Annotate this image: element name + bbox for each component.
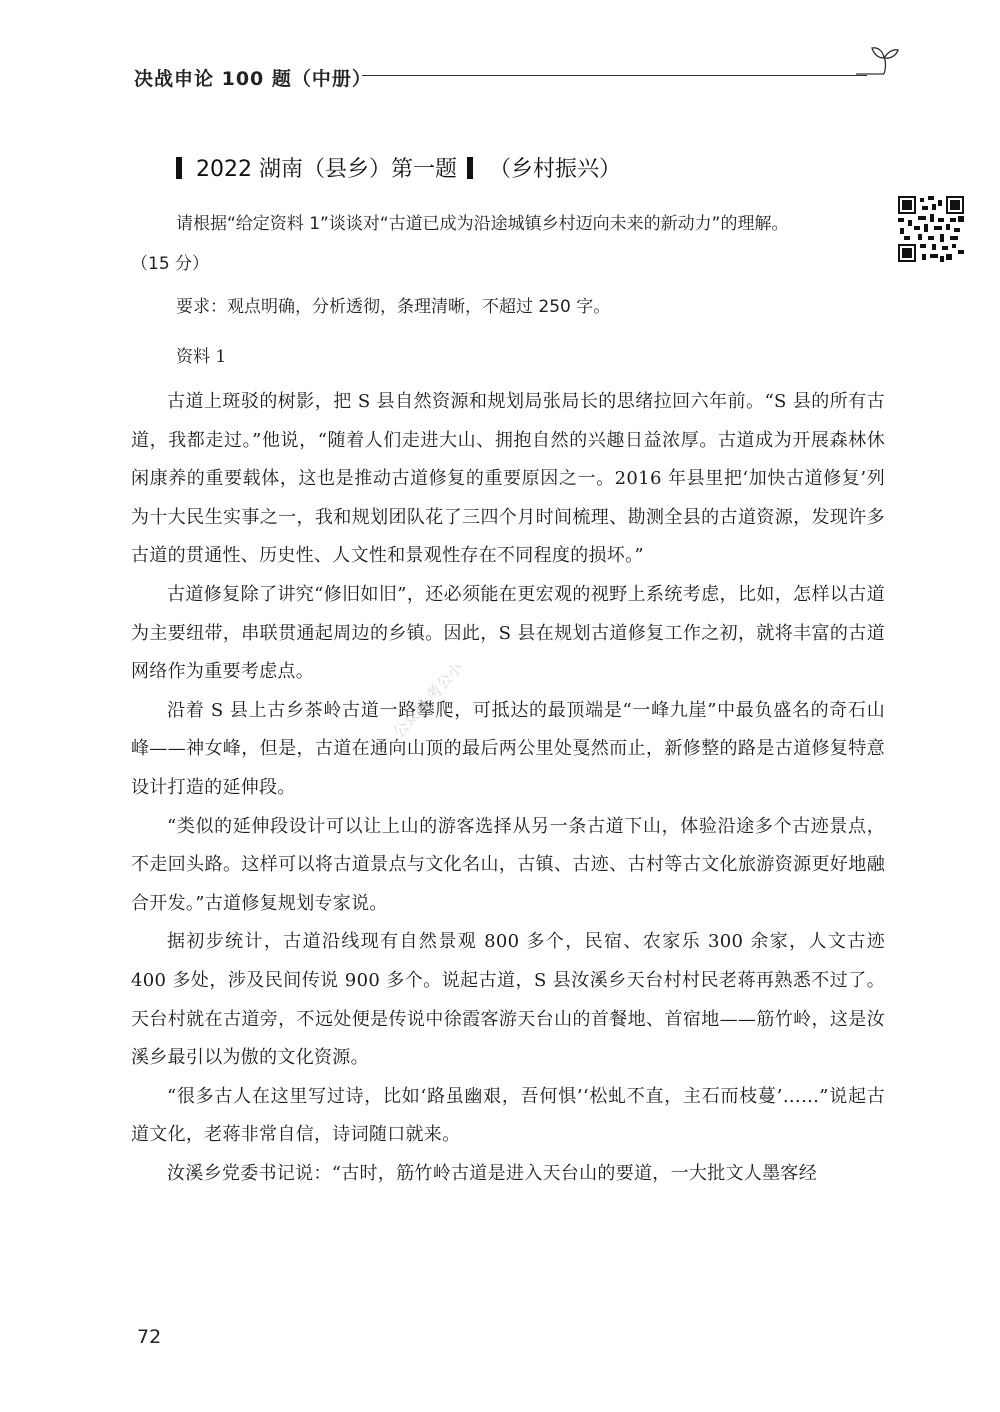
book-title: 决战申论 100 题（中册） (134, 68, 372, 90)
paragraph: 沿着 S 县上古乡茶岭古道一路攀爬，可抵达的最顶端是“一峰九崖”中最负盛名的奇石山峰——神女峰，但是，古道在通向山顶的最后两公里处戛然而止，新修整的路是古道修复特意设计打造的延伸段。 (131, 699, 885, 798)
paragraph: 古道修复除了讲究“修旧如旧”，还必须能在更宏观的视野上系统考虑，比如，怎样以古道为主要纽带，串联贯通起周边的乡镇。因此，S 县在规划古道修复工作之初，就将丰富的古道网络作为重要考虑点。 (131, 583, 885, 683)
question-requirement: 要求：观点明确，分析透彻，条理清晰，不超过 250 字。 (176, 297, 611, 317)
running-header (134, 64, 894, 94)
paragraph: 据初步统计，古道沿线现有自然景观 800 多个，民宿、农家乐 300 余家，人文古迹 400 多处，涉及民间传说 900 多个。说起古道，S 县汝溪乡天台村村民老蒋再熟悉不过了。天台村就在古道旁，不远处便是传说中徐霞客游天台山的首餐地、首宿地——筋竹岭，这是汝溪乡最引以为傲的文化资源。 (131, 931, 885, 1069)
sprout-icon (854, 42, 900, 82)
material-label: 资料 1 (176, 347, 227, 367)
material-body (131, 383, 885, 1193)
watermark: 公众号 考公小 (389, 658, 467, 742)
paragraph: 汝溪乡党委书记说：“古时，筋竹岭古道是进入天台山的要道，一大批文人墨客经 (167, 1162, 817, 1184)
heading-bar-right (467, 157, 473, 179)
question-heading (176, 152, 876, 188)
paragraph: “很多古人在这里写过诗，比如‘路虽幽艰，吾何惧’‘松虬不直，主石而枝蔓’……”说起古道文化，老蒋非常自信，诗词随口就来。 (131, 1085, 885, 1146)
question-prompt: 请根据“给定资料 1”谈谈对“古道已成为沿途城镇乡村迈向未来的新动力”的理解。 (176, 214, 789, 234)
heading-topic: （乡村振兴） (488, 157, 621, 182)
paragraph: “类似的延伸段设计可以让上山的游客选择从另一条古道下山，体验沿途多个古迹景点，不走回头路。这样可以将古道景点与文化名山，古镇、古迹、古村等古文化旅游资源更好地融合开发。”古道修复规划专家说。 (131, 815, 885, 914)
qr-code-icon[interactable] (898, 196, 964, 262)
header-rule (362, 75, 867, 76)
question-score: （15 分） (131, 254, 210, 274)
page-number: 72 (137, 1326, 162, 1348)
heading-main: 2022 湖南（县乡）第一题 (196, 157, 457, 182)
heading-bar-left (176, 157, 182, 179)
paragraph: 古道上斑驳的树影，把 S 县自然资源和规划局张局长的思绪拉回六年前。“S 县的所有古道，我都走过。”他说，“随着人们走进大山、拥抱自然的兴趣日益浓厚。古道成为开展森林休闲康养的重要载体，这也是推动古道修复的重要原因之一。2016 年县里把‘加快古道修复’列为十大民生实事之一，我和规划团队花了三四个月时间梳理、勘测全县的古道资源，发现许多古道的贯通性、历史性、人文性和景观性存在不同程度的损坏。” (131, 391, 885, 567)
